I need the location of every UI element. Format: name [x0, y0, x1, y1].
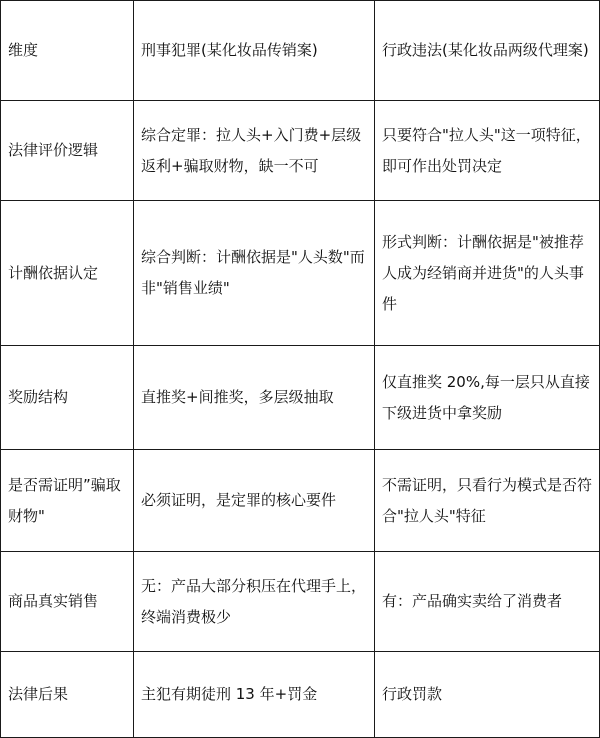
- row-administrative: 仅直推奖 20%,每一层只从直接下级进货中拿奖励: [375, 346, 600, 450]
- row-dimension: 法律评价逻辑: [1, 101, 134, 201]
- row-criminal: 主犯有期徒刑 13 年+罚金: [134, 652, 375, 738]
- table-row: [1, 450, 600, 552]
- header-dimension: 维度: [1, 1, 134, 101]
- table-header-row: [1, 1, 600, 101]
- row-administrative: 行政罚款: [375, 652, 600, 738]
- row-criminal: 必须证明，是定罪的核心要件: [134, 450, 375, 552]
- row-dimension: 计酬依据认定: [1, 201, 134, 346]
- row-dimension: 法律后果: [1, 652, 134, 738]
- row-dimension: 商品真实销售: [1, 552, 134, 652]
- table-row: [1, 101, 600, 201]
- table-row: [1, 652, 600, 738]
- row-administrative: 不需证明，只看行为模式是否符合"拉人头"特征: [375, 450, 600, 552]
- row-criminal: 直推奖+间推奖，多层级抽取: [134, 346, 375, 450]
- row-dimension: 奖励结构: [1, 346, 134, 450]
- header-criminal: 刑事犯罪(某化妆品传销案): [134, 1, 375, 101]
- row-criminal: 无：产品大部分积压在代理手上，终端消费极少: [134, 552, 375, 652]
- row-dimension: 是否需证明”骗取财物": [1, 450, 134, 552]
- row-criminal: 综合定罪：拉人头+入门费+层级返利+骗取财物，缺一不可: [134, 101, 375, 201]
- row-administrative: 形式判断：计酬依据是"被推荐人成为经销商并进货"的人头事件: [375, 201, 600, 346]
- row-administrative: 有：产品确实卖给了消费者: [375, 552, 600, 652]
- table-row: [1, 346, 600, 450]
- row-criminal: 综合判断：计酬依据是"人头数"而非"销售业绩": [134, 201, 375, 346]
- table-row: [1, 552, 600, 652]
- row-administrative: 只要符合"拉人头"这一项特征，即可作出处罚决定: [375, 101, 600, 201]
- table-row: [1, 201, 600, 346]
- header-administrative: 行政违法(某化妆品两级代理案): [375, 1, 600, 101]
